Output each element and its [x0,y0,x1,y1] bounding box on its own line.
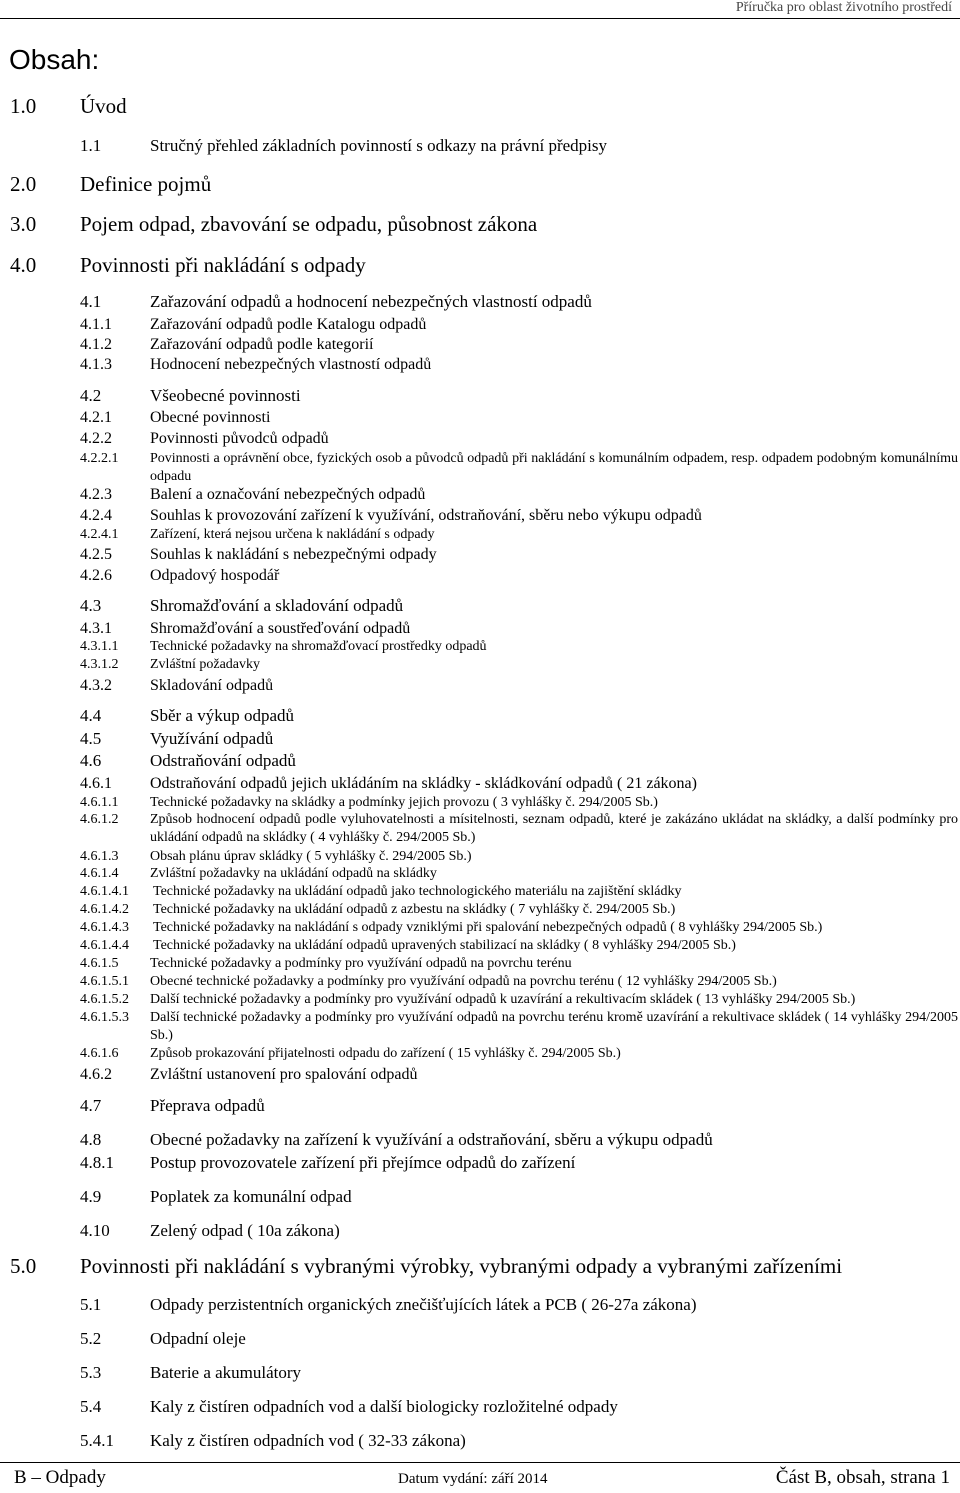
toc-entry-number: 4.1.2 [80,336,112,353]
toc-entry-title: Zvláštní požadavky na ukládání odpadů na skládky [150,866,437,881]
toc-entry-title: Stručný přehled základních povinností s odkazy na právní předpisy [150,136,607,155]
toc-entry-number: 4.2 [80,386,102,405]
toc-entry-title: Odpadový hospodář [150,567,280,584]
toc-entry-title: Technické požadavky na skládky a podmínky jejich provozu ( 3 vyhlášky č. 294/2005 Sb.) [150,795,658,810]
toc-entry-title: Obecné technické požadavky a podmínky pro využívání odpadů na povrchu terénu ( 12 vyhlášky 294/2005 Sb.) [150,974,777,989]
toc-entry-title: Další technické požadavky a podmínky pro využívání odpadů k uzavírání a rekultivacím skládek ( 13 vyhlášky 294/2005 Sb.) [150,992,856,1007]
toc-entry-number: 4.8 [80,1130,102,1149]
toc-entry-number: 4.6.1.4.4 [80,938,129,953]
toc-entry-number: 4.3.2 [80,677,112,694]
toc-entry-title: Technické požadavky na nakládání s odpady vzniklými při spalování nebezpečných odpadů ( 8 vyhlášky 294/2005 Sb.) [153,920,823,935]
toc-entry-number: 4.2.2 [80,430,112,447]
footer-section: B – Odpady [14,1467,106,1488]
toc-entry-number: 1.1 [80,136,102,155]
toc-entry-title: Postup provozovatele zařízení při přejímce odpadů do zařízení [150,1153,576,1172]
toc-entry-number: 4.6.1.5.3 [80,1010,129,1025]
toc-entry-number: 4.3 [80,596,102,615]
toc-entry-title: Balení a označování nebezpečných odpadů [150,486,426,503]
toc-entry-number: 4.6.1.4.3 [80,920,129,935]
toc-entry-title: Zařazování odpadů a hodnocení nebezpečných vlastností odpadů [150,292,592,311]
toc-entry-title: Zvláštní požadavky [150,657,261,672]
toc-entry-number: 4.0 [10,253,37,277]
toc-entry-title: Souhlas k provozování zařízení k využívání, odstraňování, sběru nebo výkupu odpadů [150,507,702,524]
toc-entry-number: 5.0 [10,1254,37,1278]
toc-entry-number: 4.9 [80,1187,102,1206]
toc-entry-title: Další technické požadavky a podmínky pro využívání odpadů na povrchu terénu kromě uzavírání a rekultivace skládek ( 14 vyhlášky 294/2005 Sb.) [150,1010,958,1043]
toc-entry-number: 4.2.1 [80,409,112,426]
footer-rule [0,1462,960,1463]
toc-entry-number: 4.1.3 [80,356,112,373]
toc-entry-title: Skladování odpadů [150,677,274,694]
toc-entry-number: 4.8.1 [80,1153,114,1172]
toc-entry-title: Technické požadavky na shromažďovací prostředky odpadů [150,639,487,654]
toc-entry-number: 4.2.4.1 [80,527,119,542]
toc-entry-title: Povinnosti původců odpadů [150,430,329,447]
toc-entry-title: Shromažďování a skladování odpadů [150,596,404,615]
toc-entry-title: Hodnocení nebezpečných vlastností odpadů [150,356,432,373]
page-header [0,0,960,22]
toc-entry[interactable] [80,811,958,847]
toc-entry-title: Poplatek za komunální odpad [150,1187,352,1206]
toc-entry-title: Odpady perzistentních organických znečišťujících látek a PCB ( 26-27a zákona) [150,1295,697,1314]
toc-entry-number: 4.6.1.5.1 [80,974,129,989]
toc-entry-title: Shromažďování a soustřeďování odpadů [150,620,411,637]
toc-entry-number: 4.7 [80,1096,102,1115]
toc-entry-title: Všeobecné povinnosti [150,386,301,405]
toc-entry-number: 4.1 [80,292,102,311]
toc-entry-title: Zvláštní ustanovení pro spalování odpadů [150,1066,418,1083]
toc-entry-number: 4.6.1.4.1 [80,884,129,899]
toc-entry-number: 4.3.1 [80,620,112,637]
toc-entry-title: Odstraňování odpadů jejich ukládáním na skládky - skládkování odpadů ( 21 zákona) [150,775,697,792]
toc-entry-number: 4.2.2.1 [80,451,119,466]
toc-entry-title: Technické požadavky na ukládání odpadů z azbestu na skládky ( 7 vyhlášky č. 294/2005 Sb.) [153,902,676,917]
page-footer [0,1462,960,1492]
toc-entry-number: 5.1 [80,1295,102,1314]
toc-entry-number: 4.2.5 [80,546,112,563]
footer-date: Datum vydání: září 2014 [398,1471,548,1487]
toc-entry-title: Pojem odpad, zbavování se odpadu, působnost zákona [80,212,538,236]
footer-page-number: Část B, obsah, strana 1 [775,1467,950,1488]
toc-entry-title: Odpadní oleje [150,1329,246,1348]
toc-entry-title: Přeprava odpadů [150,1096,265,1115]
toc-entry-title: Kaly z čistíren odpadních vod a další biologicky rozložitelné odpady [150,1397,618,1416]
toc-entry-title: Obecné povinnosti [150,409,271,426]
toc-entry[interactable] [80,450,958,486]
toc-entry-title: Obecné požadavky na zařízení k využívání a odstraňování, sběru a výkupu odpadů [150,1130,713,1149]
toc-entry-title: Zelený odpad ( 10a zákona) [150,1221,340,1240]
toc-entry-title: Povinnosti a oprávnění obce, fyzických osob a původců odpadů při nakládání s komunálním odpadem, resp. odpadem podobným komunálnímu odpadu [150,451,958,484]
toc-entry-number: 4.6.1.5 [80,956,119,971]
toc-entry-number: 4.6.1.2 [80,812,119,827]
toc-entry-number: 4.2.4 [80,507,112,524]
toc-entry-number: 4.2.3 [80,486,112,503]
toc-entry-title: Povinnosti při nakládání s vybranými výrobky, vybranými odpady a vybranými zařízeními [80,1254,843,1278]
toc-entry-title: Obsah plánu úprav skládky ( 5 vyhlášky č. 294/2005 Sb.) [150,849,472,864]
toc-entry-number: 5.3 [80,1363,102,1382]
toc-entry[interactable] [80,1009,958,1045]
toc-entry-title: Zařízení, která nejsou určena k nakládání s odpady [150,527,435,542]
toc-entry-number: 4.3.1.1 [80,639,119,654]
toc-entry-title: Sběr a výkup odpadů [150,706,295,725]
toc-entry-number: 5.4 [80,1397,102,1416]
toc-entry-number: 4.2.6 [80,567,112,584]
toc-entry-number: 1.0 [10,94,37,118]
header-title: Příručka pro oblast životního prostředí [735,0,952,15]
toc-entry-number: 5.4.1 [80,1431,114,1450]
toc-entry-title: Odstraňování odpadů [150,751,296,770]
toc-entry-title: Souhlas k nakládání s nebezpečnými odpady [150,546,437,563]
toc-entry-title: Zařazování odpadů podle Katalogu odpadů [150,316,427,333]
toc-entry-number: 4.6.2 [80,1066,112,1083]
header-rule [0,18,960,19]
toc-entry-title: Způsob hodnocení odpadů podle vyluhovatelnosti a mísitelnosti, seznam odpadů, které je zakázáno ukládat na skládky, a další podmínky pro ukládání odpadů na skládky ( 4 vyhlášky č. 294/2005 Sb.) [150,812,958,845]
toc-entry-number: 4.6.1 [80,775,112,792]
toc-entry-number: 4.5 [80,729,102,748]
toc-entry-title: Využívání odpadů [150,729,274,748]
toc-entry-number: 4.6.1.6 [80,1046,119,1061]
toc-entry-title: Technické požadavky na ukládání odpadů jako technologického materiálu na zajištění skládky [153,884,682,899]
toc-entry-number: 4.6.1.4 [80,866,119,881]
toc-entry-title: Kaly z čistíren odpadních vod ( 32-33 zákona) [150,1431,466,1450]
toc-entry-title: Baterie a akumulátory [150,1363,302,1382]
toc-entry-number: 4.6 [80,751,102,770]
toc-entry-number: 4.1.1 [80,316,112,333]
toc-entry-title: Definice pojmů [80,172,212,196]
toc-entry-number: 2.0 [10,172,37,196]
page-title: Obsah: [9,44,100,75]
toc-entry-title: Úvod [80,94,127,118]
toc-entry-number: 4.6.1.3 [80,849,119,864]
toc-entry-title: Technické požadavky a podmínky pro využívání odpadů na povrchu terénu [150,956,572,971]
toc-entry-number: 4.3.1.2 [80,657,119,672]
toc-entry-number: 5.2 [80,1329,102,1348]
toc-entry-number: 4.10 [80,1221,110,1240]
toc-entry-title: Způsob prokazování přijatelnosti odpadu do zařízení ( 15 vyhlášky č. 294/2005 Sb.) [150,1046,621,1061]
toc-entry-title: Zařazování odpadů podle kategorií [150,336,374,353]
toc-entry-number: 3.0 [10,212,37,236]
toc-entry-number: 4.6.1.4.2 [80,902,129,917]
toc-entry-title: Povinnosti při nakládání s odpady [80,253,366,277]
toc-entry-title: Technické požadavky na ukládání odpadů upravených stabilizací na skládky ( 8 vyhlášky 294/2005 Sb.) [153,938,736,953]
toc-entry-number: 4.6.1.5.2 [80,992,129,1007]
toc-entry-number: 4.6.1.1 [80,795,119,810]
toc-entry-number: 4.4 [80,706,102,725]
